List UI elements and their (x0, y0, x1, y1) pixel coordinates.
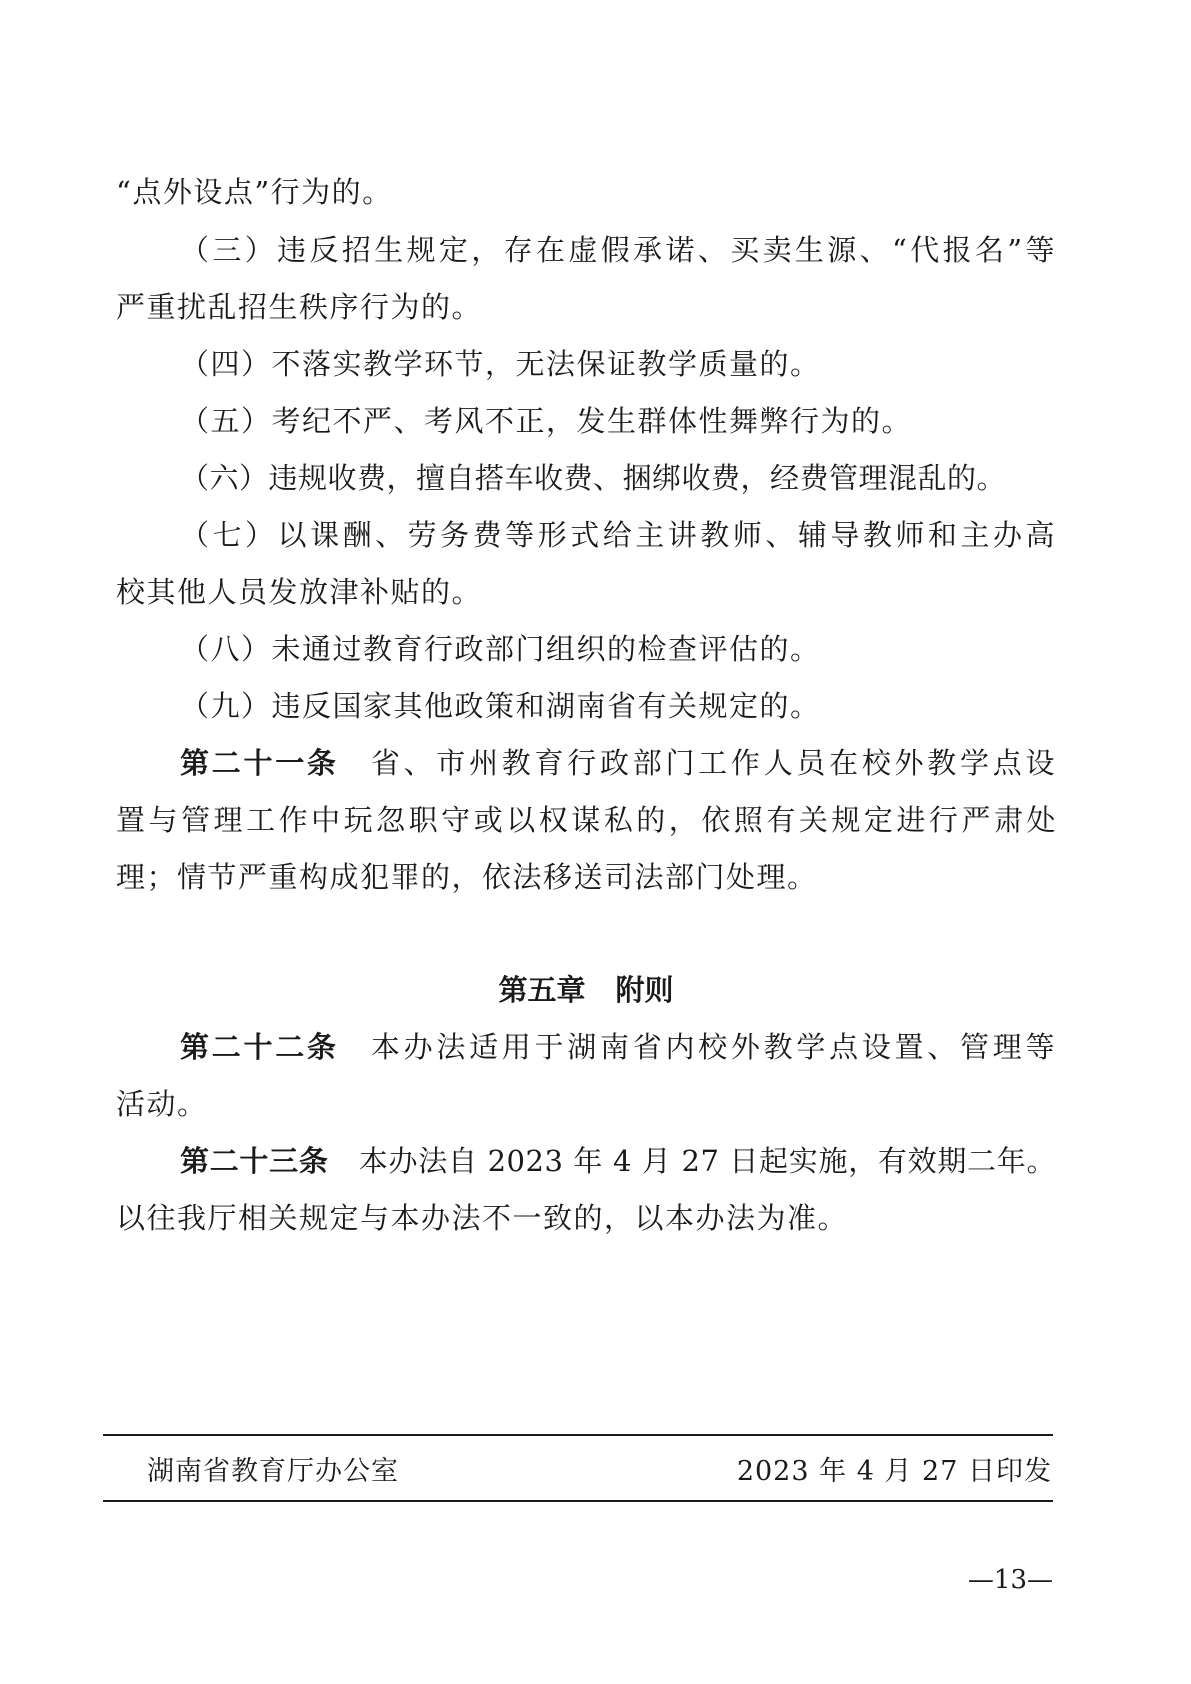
article-23-label: 第二十三条 (180, 1144, 329, 1178)
article-22-line-2: 活动。 (116, 1087, 208, 1121)
footer-date: 2023 年 4 月 27 日印发 (736, 1456, 1052, 1487)
article-23-line-1 (180, 1139, 1056, 1183)
clause-5: （五）考纪不严、考风不正，发生群体性舞弊行为的。 (180, 404, 913, 438)
page-number: —13— (967, 1565, 1053, 1595)
footer-top-rule (103, 1434, 1053, 1436)
footer-issuer: 湖南省教育厅办公室 (147, 1456, 399, 1487)
article-21-line-2: 置与管理工作中玩忽职守或以权谋私的，依照有关规定进行严肃处 (116, 803, 1056, 837)
chapter-heading (116, 968, 1056, 1012)
clause-4: （四）不落实教学环节，无法保证教学质量的。 (180, 347, 821, 381)
clause-7-line-1: （七）以课酬、劳务费等形式给主讲教师、辅导教师和主办高 (180, 518, 1056, 552)
clause-8: （八）未通过教育行政部门组织的检查评估的。 (180, 632, 821, 666)
clause-3-line-2: 严重扰乱招生秩序行为的。 (116, 290, 483, 324)
clause-9: （九）违反国家其他政策和湖南省有关规定的。 (180, 689, 821, 723)
article-21-line-1 (180, 741, 1056, 785)
article-22-label: 第二十二条 (180, 1030, 339, 1064)
article-21-label: 第二十一条 (180, 746, 339, 780)
text-line: “点外设点”行为的。 (116, 175, 393, 209)
article-21-text-1: 省、市州教育行政部门工作人员在校外教学点设 (368, 746, 1056, 780)
clause-6: （六）违规收费，擅自搭车收费、捆绑收费，经费管理混乱的。 (180, 461, 1007, 495)
chapter-title: 附则 (615, 973, 674, 1007)
chapter-number: 第五章 (498, 973, 586, 1007)
article-22-line-1 (180, 1025, 1056, 1069)
clause-3-line-1: （三）违反招生规定，存在虚假承诺、买卖生源、“代报名”等 (180, 233, 1056, 267)
article-21-line-3: 理；情节严重构成犯罪的，依法移送司法部门处理。 (116, 860, 818, 894)
clause-7-line-2: 校其他人员发放津补贴的。 (116, 575, 483, 609)
article-23-text-1: 本办法自 2023 年 4 月 27 日起实施，有效期二年。 (358, 1144, 1056, 1178)
footer-bottom-rule (103, 1500, 1053, 1502)
article-23-line-2: 以往我厅相关规定与本办法不一致的，以本办法为准。 (116, 1201, 849, 1235)
article-22-text-1: 本办法适用于湖南省内校外教学点设置、管理等 (368, 1030, 1056, 1064)
